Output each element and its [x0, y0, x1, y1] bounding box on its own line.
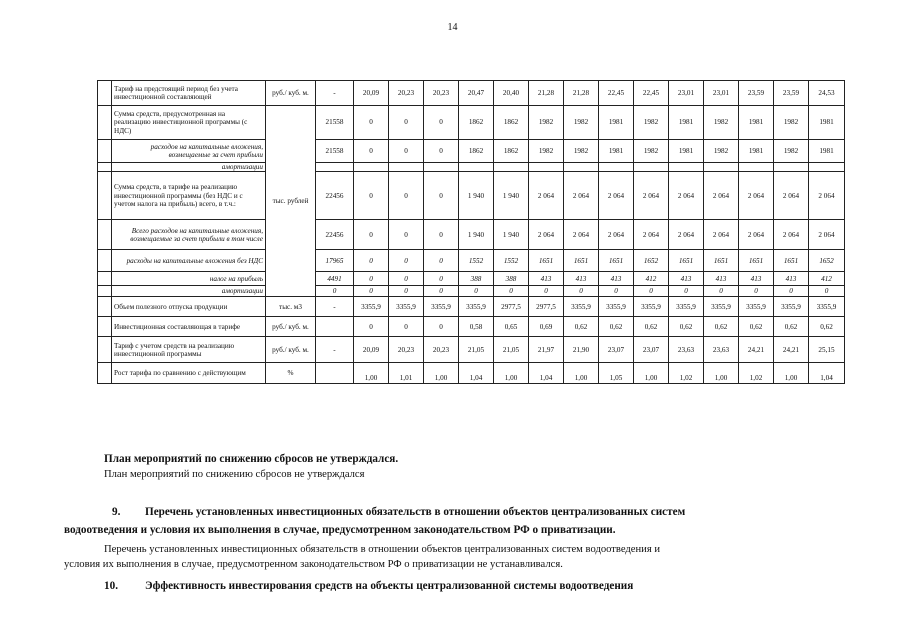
- value-cell: 1552: [494, 250, 529, 272]
- value-cell: 2 064: [599, 172, 634, 220]
- section-9-title-line1: Перечень установленных инвестиционных обязательств в отношении объектов централизованных систем: [145, 506, 686, 518]
- value-cell: 0: [354, 250, 389, 272]
- value-cell: 0: [389, 172, 424, 220]
- value-cell: 2 064: [669, 220, 704, 250]
- value-cell: 0: [494, 286, 529, 297]
- value-cell: 2 064: [809, 172, 845, 220]
- value-cell: [494, 163, 529, 172]
- value-cell: 3355,9: [389, 297, 424, 317]
- value-cell: 3355,9: [704, 297, 739, 317]
- value-cell: 3355,9: [564, 297, 599, 317]
- value-cell: 20,23: [389, 337, 424, 363]
- value-cell: 23,01: [669, 81, 704, 106]
- row-label: Объем полезного отпуска продукции: [112, 297, 266, 317]
- table-row: [98, 140, 845, 163]
- base-value-cell: -: [316, 81, 354, 106]
- value-cell: 0,62: [774, 317, 809, 337]
- value-cell: 1862: [459, 140, 494, 163]
- row-index-cell: [98, 172, 112, 220]
- unit-cell: тыс. рублей: [266, 106, 316, 297]
- section-9-text-line2: условия их выполнения в случае, предусмотренном законодательством РФ о приватизации не устанавливался.: [64, 559, 563, 570]
- value-cell: 2 064: [809, 220, 845, 250]
- value-cell: [809, 163, 845, 172]
- value-cell: 1,01: [389, 363, 424, 384]
- row-index-cell: [98, 163, 112, 172]
- value-cell: 1982: [704, 106, 739, 140]
- table-row: [98, 272, 845, 286]
- value-cell: 1651: [564, 250, 599, 272]
- value-cell: 0: [459, 286, 494, 297]
- value-cell: 1982: [529, 106, 564, 140]
- value-cell: 21,28: [564, 81, 599, 106]
- value-cell: 0,69: [529, 317, 564, 337]
- value-cell: 1 940: [494, 172, 529, 220]
- value-cell: 1,00: [354, 363, 389, 384]
- value-cell: 2 064: [704, 220, 739, 250]
- value-cell: 2 064: [634, 172, 669, 220]
- base-value-cell: -: [316, 297, 354, 317]
- value-cell: 0: [424, 286, 459, 297]
- value-cell: 21,97: [529, 337, 564, 363]
- value-cell: 0: [354, 286, 389, 297]
- value-cell: 20,23: [424, 337, 459, 363]
- row-index-cell: [98, 286, 112, 297]
- value-cell: [634, 163, 669, 172]
- value-cell: 1982: [564, 106, 599, 140]
- value-cell: 3355,9: [459, 297, 494, 317]
- value-cell: 21,05: [494, 337, 529, 363]
- value-cell: 388: [494, 272, 529, 286]
- value-cell: 0: [389, 250, 424, 272]
- value-cell: 2 064: [564, 220, 599, 250]
- table-row: [98, 363, 845, 384]
- row-index-cell: [98, 272, 112, 286]
- value-cell: 1552: [459, 250, 494, 272]
- row-label: Тариф с учетом средств на реализацию инвестиционной программы: [112, 337, 266, 363]
- base-value-cell: [316, 163, 354, 172]
- value-cell: 1982: [634, 106, 669, 140]
- value-cell: 1,00: [634, 363, 669, 384]
- value-cell: 1982: [634, 140, 669, 163]
- value-cell: 1,04: [809, 363, 845, 384]
- value-cell: 0: [424, 317, 459, 337]
- value-cell: 22,45: [634, 81, 669, 106]
- value-cell: 23,07: [599, 337, 634, 363]
- section-9-title-line2: водоотведения и условия их выполнения в случае, предусмотренном законодательством РФ о приватизации.: [64, 524, 616, 536]
- value-cell: 1,00: [424, 363, 459, 384]
- value-cell: 3355,9: [809, 297, 845, 317]
- value-cell: 1651: [599, 250, 634, 272]
- value-cell: 23,63: [669, 337, 704, 363]
- value-cell: 2 064: [564, 172, 599, 220]
- value-cell: 1982: [564, 140, 599, 163]
- row-label: расходов на капитальные вложения, возмещаемые за счет прибыли: [112, 140, 266, 163]
- value-cell: 23,59: [774, 81, 809, 106]
- value-cell: 388: [459, 272, 494, 286]
- value-cell: 1981: [669, 106, 704, 140]
- value-cell: 0: [424, 250, 459, 272]
- table-row: [98, 172, 845, 220]
- value-cell: 0: [529, 286, 564, 297]
- table-row: [98, 81, 845, 106]
- value-cell: [739, 163, 774, 172]
- unit-cell: руб./ куб. м.: [266, 81, 316, 106]
- table-row: [98, 106, 845, 140]
- row-label: налог на прибыль: [112, 272, 266, 286]
- value-cell: 1981: [809, 140, 845, 163]
- value-cell: 1652: [634, 250, 669, 272]
- value-cell: [669, 163, 704, 172]
- value-cell: 0: [424, 106, 459, 140]
- value-cell: 1651: [739, 250, 774, 272]
- value-cell: 2 064: [739, 220, 774, 250]
- value-cell: 2 064: [774, 172, 809, 220]
- table-row: [98, 220, 845, 250]
- value-cell: 2 064: [739, 172, 774, 220]
- value-cell: 0: [389, 140, 424, 163]
- value-cell: 23,63: [704, 337, 739, 363]
- value-cell: 1981: [599, 106, 634, 140]
- value-cell: 3355,9: [774, 297, 809, 317]
- section-10-title: Эффективность инвестирования средств на объекты централизованной системы водоотведения: [145, 580, 634, 592]
- value-cell: 20,09: [354, 337, 389, 363]
- table-row: [98, 297, 845, 317]
- value-cell: 1,04: [529, 363, 564, 384]
- value-cell: 2 064: [774, 220, 809, 250]
- value-cell: 1,02: [739, 363, 774, 384]
- value-cell: 0: [389, 286, 424, 297]
- base-value-cell: 0: [316, 286, 354, 297]
- row-index-cell: [98, 140, 112, 163]
- value-cell: 3355,9: [669, 297, 704, 317]
- value-cell: 20,23: [424, 81, 459, 106]
- value-cell: 23,01: [704, 81, 739, 106]
- value-cell: [459, 163, 494, 172]
- value-cell: 24,21: [774, 337, 809, 363]
- value-cell: 21,28: [529, 81, 564, 106]
- value-cell: 2977,5: [494, 297, 529, 317]
- row-label: Сумма средств, предусмотренная на реализацию инвестиционной программы (с НДС): [112, 106, 266, 140]
- section-10-number: 10.: [104, 580, 118, 592]
- row-index-cell: [98, 250, 112, 272]
- value-cell: 0,62: [739, 317, 774, 337]
- base-value-cell: 4491: [316, 272, 354, 286]
- value-cell: 1,02: [669, 363, 704, 384]
- value-cell: 412: [809, 272, 845, 286]
- value-cell: [389, 163, 424, 172]
- base-value-cell: [316, 363, 354, 384]
- value-cell: 0: [389, 272, 424, 286]
- value-cell: 1982: [774, 140, 809, 163]
- value-cell: 1862: [459, 106, 494, 140]
- table-row: [98, 337, 845, 363]
- base-value-cell: 17965: [316, 250, 354, 272]
- value-cell: 23,59: [739, 81, 774, 106]
- value-cell: 0,62: [809, 317, 845, 337]
- row-label: амортизации: [112, 286, 266, 297]
- row-label: Тариф на предстоящий период без учета инвестиционной составляющей: [112, 81, 266, 106]
- value-cell: 0: [389, 317, 424, 337]
- value-cell: 1981: [739, 140, 774, 163]
- value-cell: 0,62: [599, 317, 634, 337]
- value-cell: 0: [424, 172, 459, 220]
- value-cell: 0,62: [704, 317, 739, 337]
- value-cell: 2 064: [669, 172, 704, 220]
- value-cell: 0: [354, 317, 389, 337]
- base-value-cell: -: [316, 337, 354, 363]
- value-cell: 24,53: [809, 81, 845, 106]
- table-row: [98, 250, 845, 272]
- value-cell: 1651: [774, 250, 809, 272]
- value-cell: [529, 163, 564, 172]
- base-value-cell: 21558: [316, 106, 354, 140]
- value-cell: 2 064: [529, 172, 564, 220]
- value-cell: 1 940: [459, 220, 494, 250]
- value-cell: 413: [669, 272, 704, 286]
- value-cell: 1651: [669, 250, 704, 272]
- value-cell: 1982: [774, 106, 809, 140]
- value-cell: 0,58: [459, 317, 494, 337]
- value-cell: 412: [634, 272, 669, 286]
- value-cell: [704, 163, 739, 172]
- row-label: расходы на капитальные вложения без НДС: [112, 250, 266, 272]
- value-cell: 0: [354, 140, 389, 163]
- unit-cell: руб./ куб. м.: [266, 337, 316, 363]
- value-cell: 0,62: [564, 317, 599, 337]
- value-cell: 1,00: [774, 363, 809, 384]
- value-cell: 0: [389, 106, 424, 140]
- value-cell: 1982: [529, 140, 564, 163]
- row-label: Инвестиционная составляющая в тарифе: [112, 317, 266, 337]
- value-cell: 21,05: [459, 337, 494, 363]
- row-label: Сумма средств, в тарифе на реализацию инвестиционной программы (без НДС и с учетом налога на прибыль) всего, в т.ч.:: [112, 172, 266, 220]
- section-9-number: 9.: [112, 506, 121, 518]
- value-cell: 413: [704, 272, 739, 286]
- value-cell: [774, 163, 809, 172]
- value-cell: 20,40: [494, 81, 529, 106]
- value-cell: 0: [704, 286, 739, 297]
- unit-cell: руб./ куб. м.: [266, 317, 316, 337]
- value-cell: 2 064: [599, 220, 634, 250]
- value-cell: 0: [424, 220, 459, 250]
- value-cell: [599, 163, 634, 172]
- unit-cell: %: [266, 363, 316, 384]
- base-value-cell: 22456: [316, 172, 354, 220]
- value-cell: 21,90: [564, 337, 599, 363]
- value-cell: 3355,9: [634, 297, 669, 317]
- value-cell: 0: [634, 286, 669, 297]
- value-cell: 25,15: [809, 337, 845, 363]
- row-label: амортизации: [112, 163, 266, 172]
- value-cell: 1,00: [564, 363, 599, 384]
- value-cell: 1,04: [459, 363, 494, 384]
- value-cell: 1862: [494, 140, 529, 163]
- value-cell: 1862: [494, 106, 529, 140]
- value-cell: 3355,9: [424, 297, 459, 317]
- value-cell: 1,00: [704, 363, 739, 384]
- value-cell: 2 064: [704, 172, 739, 220]
- value-cell: 413: [739, 272, 774, 286]
- value-cell: 1651: [529, 250, 564, 272]
- value-cell: 0: [809, 286, 845, 297]
- row-index-cell: [98, 337, 112, 363]
- value-cell: 1 940: [459, 172, 494, 220]
- row-label: Рост тарифа по сравнению с действующим: [112, 363, 266, 384]
- value-cell: 0: [739, 286, 774, 297]
- value-cell: 24,21: [739, 337, 774, 363]
- row-index-cell: [98, 297, 112, 317]
- page-number: 14: [447, 22, 458, 33]
- value-cell: 0: [599, 286, 634, 297]
- value-cell: 1981: [809, 106, 845, 140]
- value-cell: 413: [774, 272, 809, 286]
- unit-cell: тыс. м3: [266, 297, 316, 317]
- value-cell: 0: [354, 272, 389, 286]
- value-cell: 0: [424, 140, 459, 163]
- value-cell: 1981: [739, 106, 774, 140]
- table-row: [98, 163, 845, 172]
- row-index-cell: [98, 106, 112, 140]
- value-cell: 3355,9: [599, 297, 634, 317]
- value-cell: 1981: [669, 140, 704, 163]
- value-cell: 0: [424, 272, 459, 286]
- table-row: [98, 317, 845, 337]
- value-cell: 20,09: [354, 81, 389, 106]
- value-cell: 0: [774, 286, 809, 297]
- base-value-cell: 22456: [316, 220, 354, 250]
- value-cell: [564, 163, 599, 172]
- base-value-cell: [316, 317, 354, 337]
- base-value-cell: 21558: [316, 140, 354, 163]
- section-9-text-line1: Перечень установленных инвестиционных обязательств в отношении объектов централизованных систем водоотведения и: [104, 544, 661, 555]
- value-cell: 2977,5: [529, 297, 564, 317]
- row-index-cell: [98, 363, 112, 384]
- table-row: [98, 286, 845, 297]
- value-cell: 0: [389, 220, 424, 250]
- value-cell: 0,62: [669, 317, 704, 337]
- row-index-cell: [98, 81, 112, 106]
- value-cell: [354, 163, 389, 172]
- value-cell: 1651: [704, 250, 739, 272]
- value-cell: 23,07: [634, 337, 669, 363]
- value-cell: 0,62: [634, 317, 669, 337]
- value-cell: 0,65: [494, 317, 529, 337]
- value-cell: 0: [354, 106, 389, 140]
- value-cell: [424, 163, 459, 172]
- value-cell: 1,05: [599, 363, 634, 384]
- value-cell: 3355,9: [739, 297, 774, 317]
- row-index-cell: [98, 317, 112, 337]
- value-cell: 0: [354, 172, 389, 220]
- row-index-cell: [98, 220, 112, 250]
- value-cell: 1 940: [494, 220, 529, 250]
- value-cell: 3355,9: [354, 297, 389, 317]
- plan-text: План мероприятий по снижению сбросов не утверждался: [104, 469, 365, 480]
- value-cell: 413: [599, 272, 634, 286]
- value-cell: 0: [354, 220, 389, 250]
- value-cell: 413: [564, 272, 599, 286]
- plan-heading: План мероприятий по снижению сбросов не утверждался.: [104, 453, 399, 465]
- value-cell: 1652: [809, 250, 845, 272]
- value-cell: 0: [669, 286, 704, 297]
- value-cell: 1,00: [494, 363, 529, 384]
- value-cell: 0: [564, 286, 599, 297]
- value-cell: 413: [529, 272, 564, 286]
- value-cell: 22,45: [599, 81, 634, 106]
- value-cell: 2 064: [634, 220, 669, 250]
- value-cell: 1981: [599, 140, 634, 163]
- value-cell: 2 064: [529, 220, 564, 250]
- value-cell: 1982: [704, 140, 739, 163]
- value-cell: 20,23: [389, 81, 424, 106]
- investment-table: [97, 80, 845, 384]
- row-label: Всего расходов на капитальные вложения, возмещаемые за счет прибыли в том числе: [112, 220, 266, 250]
- value-cell: 20,47: [459, 81, 494, 106]
